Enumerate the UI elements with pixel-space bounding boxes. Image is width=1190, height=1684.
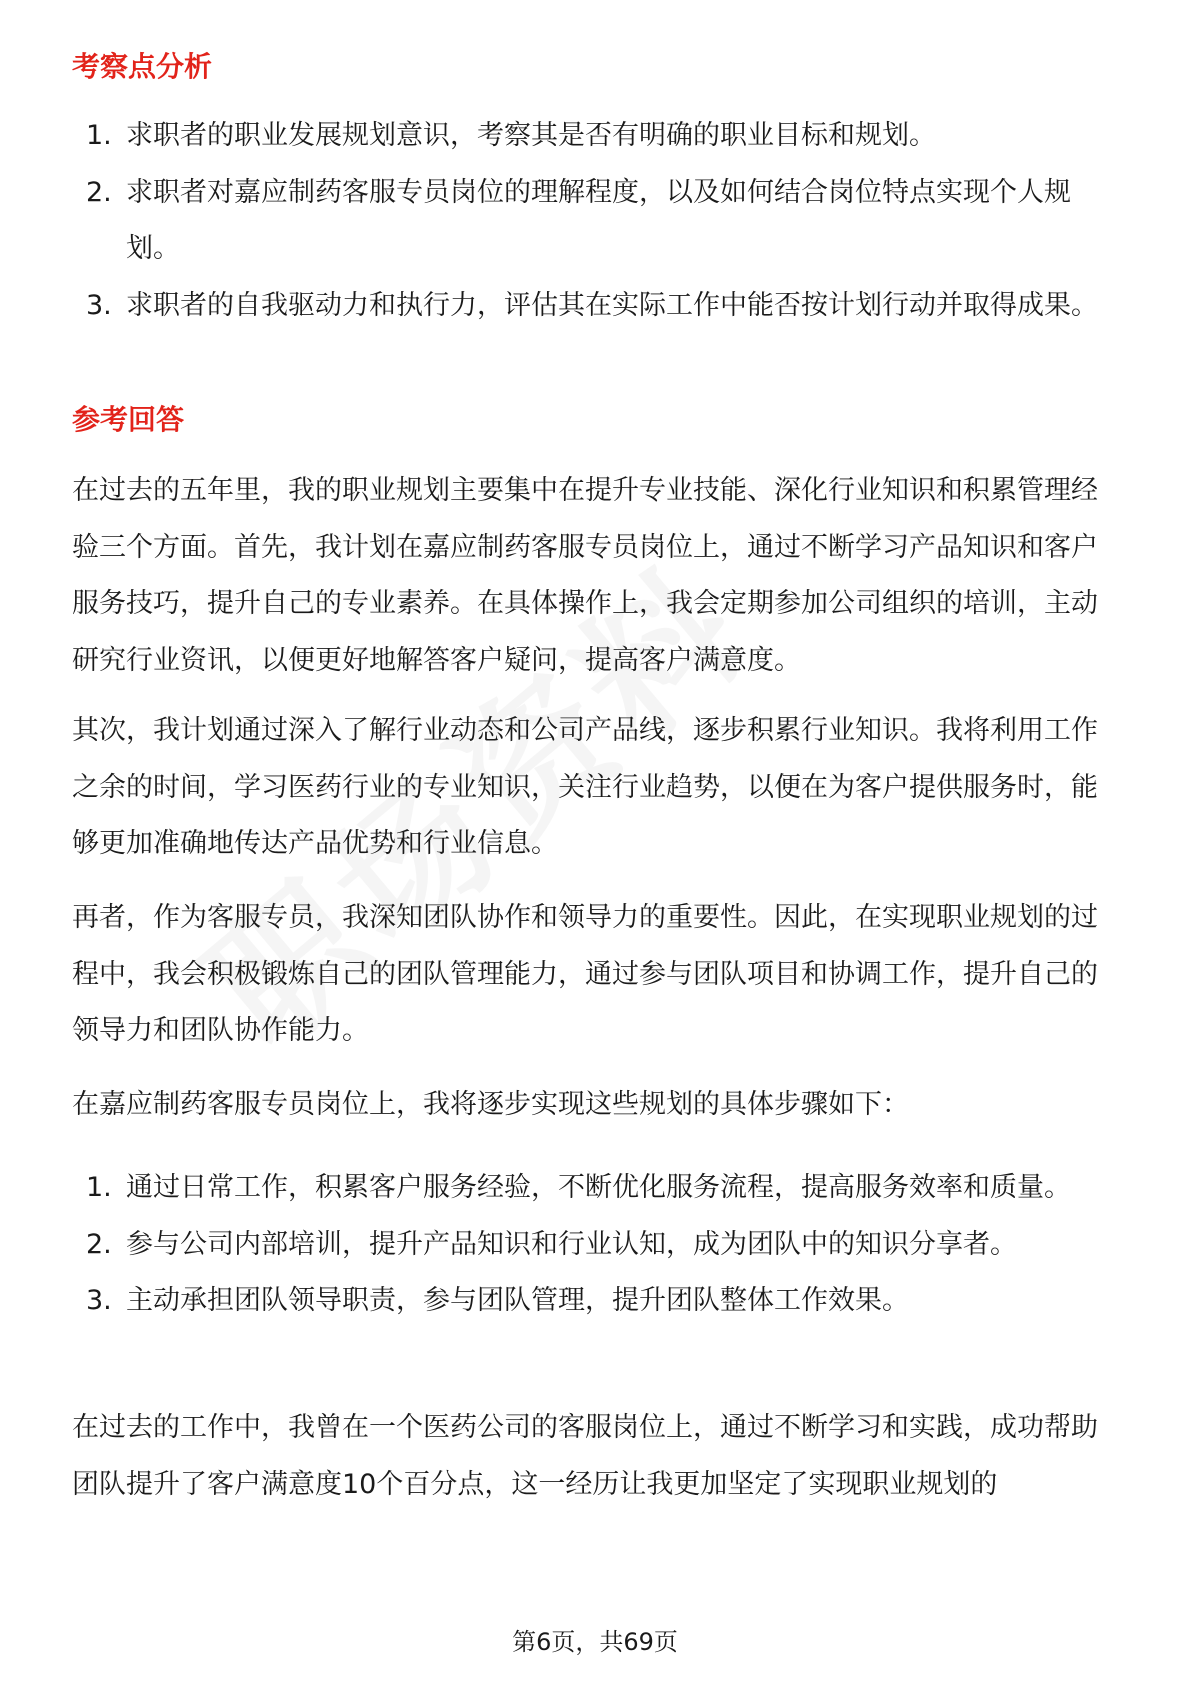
section-heading-answer: 参考回答 <box>72 403 185 436</box>
answer-paragraph-3: 再者，作为客服专员，我深知团队协作和领导力的重要性。因此，在实现职业规划的过程中，我会积极锻炼自己的团队管理能力，通过参与团队项目和协调工作，提升自己的领导力和团队协作能力。 <box>72 902 1098 1046</box>
answer-paragraph-4: 在嘉应制药客服专员岗位上，我将逐步实现这些规划的具体步骤如下： <box>72 1089 909 1120</box>
page-number: 第6页，共69页 <box>512 1628 678 1656</box>
answer-paragraph-5: 在过去的工作中，我曾在一个医药公司的客服岗位上，通过不断学习和实践，成功帮助团队提升了客户满意度10个百分点，这一经历让我更加坚定了实现职业规划的 <box>72 1412 1098 1500</box>
list-item: 1. 求职者的职业发展规划意识，考察其是否有明确的职业目标和规划。 <box>86 120 936 151</box>
answer-paragraph-1: 在过去的五年里，我的职业规划主要集中在提升专业技能、深化行业知识和积累管理经验三个方面。首先，我计划在嘉应制药客服专员岗位上，通过不断学习产品知识和客户服务技巧，提升自己的专业素养。在具体操作上，我会定期参加公司组织的培训，主动研究行业资讯，以便更好地解答客户疑问，提高客户满意度。 <box>72 475 1098 676</box>
answer-paragraph-2: 其次，我计划通过深入了解行业动态和公司产品线，逐步积累行业知识。我将利用工作之余的时间，学习医药行业的专业知识，关注行业趋势，以便在为客户提供服务时，能够更加准确地传达产品优势和行业信息。 <box>72 715 1098 859</box>
list-item: 3. 求职者的自我驱动力和执行力，评估其在实际工作中能否按计划行动并取得成果。 <box>86 289 1098 321</box>
list-item: 2. 参与公司内部培训，提升产品知识和行业认知，成为团队中的知识分享者。 <box>86 1228 1017 1260</box>
steps-list <box>72 1160 1120 1330</box>
list-item: 3. 主动承担团队领导职责，参与团队管理，提升团队整体工作效果。 <box>86 1285 909 1316</box>
list-item: 2. 求职者对嘉应制药客服专员岗位的理解程度，以及如何结合岗位特点实现个人规划。 <box>86 176 1071 264</box>
list-item: 1. 通过日常工作，积累客户服务经验，不断优化服务流程，提高服务效率和质量。 <box>86 1172 1071 1203</box>
analysis-list <box>72 108 1120 334</box>
section-heading-analysis: 考察点分析 <box>72 50 213 83</box>
